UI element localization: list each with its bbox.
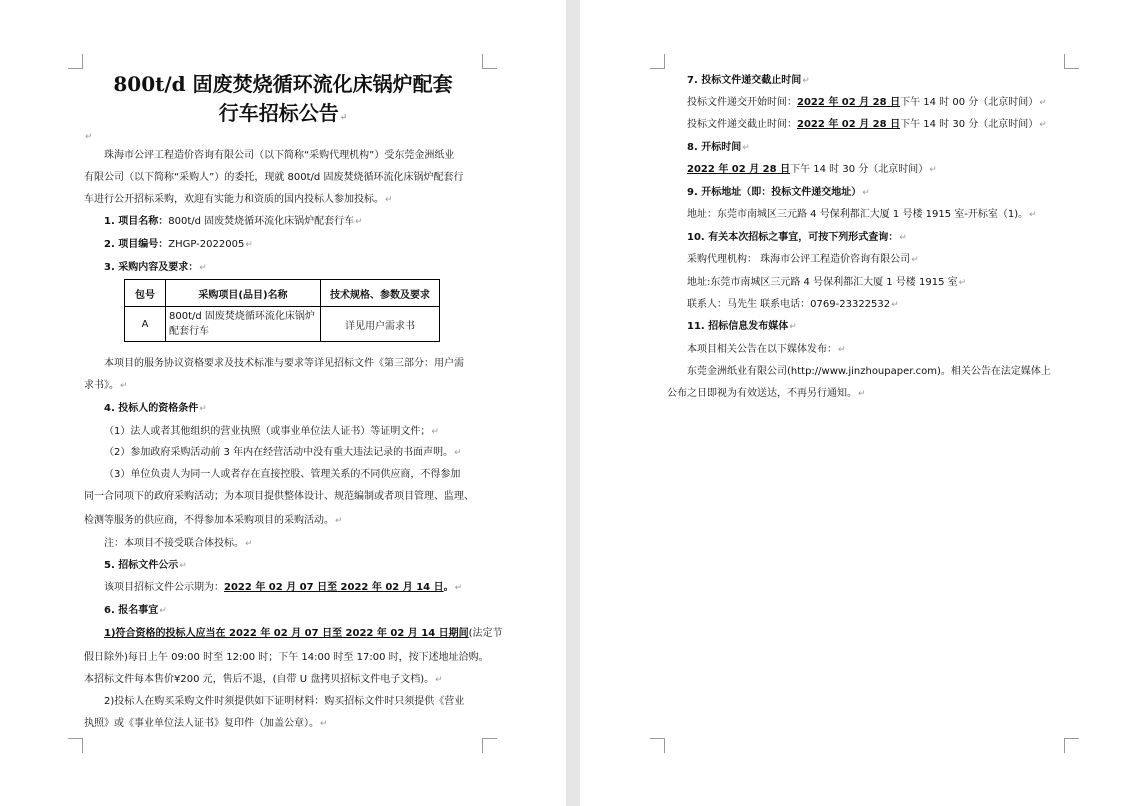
qualification-2: （2）参加政府采购活动前 3 年内在经营活动中没有重大违法记录的书面声明。↵ [104, 447, 462, 458]
submission-heading: 7. 投标文件递交截止时间↵ [687, 75, 810, 86]
service-note-line: 本项目的服务协议资格要求及技术标准与要求等详见招标文件《第三部分：用户需 [104, 358, 464, 369]
opening-address-heading: 9. 开标地址（即：投标文件递交地址）↵ [687, 187, 870, 198]
table-header-row [125, 280, 440, 307]
item-name-cell: 800t/d 固废焚烧循环流化床锅炉 配套行车 [166, 307, 321, 342]
intro-line: 有限公司（以下简称“采购人”）的委托，现就 800t/d 固废焚烧循环流化床锅炉配套行 [84, 172, 464, 183]
media-intro: 本项目相关公告在以下媒体发布：↵ [687, 344, 846, 355]
contact-line: 联系人：马先生 联系电话：0769-23322532↵ [687, 299, 899, 310]
qualification-1: （1）法人或者其他组织的营业执照（或事业单位法人证书）等证明文件；↵ [104, 426, 439, 437]
project-number: 2. 项目编号：ZHGP-2022005↵ [104, 239, 253, 250]
qualification-3-line: 同一合同项下的政府采购活动；为本项目提供整体设计、规范编制或者项目管理、监理、 [84, 491, 474, 502]
crop-mark [650, 738, 665, 753]
service-note-line: 求书》。↵ [84, 380, 128, 391]
submission-start: 投标文件递交开始时间：2022 年 02 月 28 日下午 14 时 00 分（北京时间）↵ [687, 97, 1047, 108]
procurement-heading: 3. 采购内容及要求：↵ [104, 262, 207, 273]
empty-paragraph: ↵ [85, 132, 93, 142]
intro-line: 车进行公开招标采购，欢迎有实能力和资质的国内投标人参加投标。↵ [84, 194, 393, 205]
project-name: 1. 项目名称：800t/d 固废焚烧循环流化床锅炉配套行车↵ [104, 216, 363, 227]
document-title-line-2: 行车招标公告↵ [218, 101, 348, 125]
document-page-2 [580, 0, 1147, 806]
crop-mark [482, 54, 497, 69]
table-header-cell: 技术规格、参数及要求 [321, 280, 440, 307]
registration-heading: 6. 报名事宜↵ [104, 605, 167, 616]
intro-line: 珠海市公评工程造价咨询有限公司（以下简称“采购代理机构”）受东莞金洲纸业 [104, 150, 455, 161]
crop-mark [482, 738, 497, 753]
qualification-3-line: 检测等服务的供应商，不得参加本采购项目的采购活动。↵ [84, 515, 343, 526]
opening-time-heading: 8. 开标时间↵ [687, 142, 750, 153]
crop-mark [1064, 738, 1079, 753]
procurement-table [124, 279, 440, 342]
registration-line: 1)符合资格的投标人应当在 2022 年 02 月 07 日至 2022 年 02 月 14 日期间(法定节 [104, 628, 503, 639]
opening-time: 2022 年 02 月 28 日下午 14 时 30 分（北京时间）↵ [687, 164, 937, 175]
crop-mark [650, 54, 665, 69]
media-line: 公布之日即视为有效送达，不再另行通知。↵ [667, 388, 866, 399]
media-heading: 11. 招标信息发布媒体↵ [687, 321, 797, 332]
table-header-cell: 采购项目(品目)名称 [166, 280, 321, 307]
submission-end: 投标文件递交截止时间：2022 年 02 月 28 日下午 14 时 30 分（北京时间）↵ [687, 119, 1047, 130]
qualification-heading: 4. 投标人的资格条件↵ [104, 403, 207, 414]
notice-heading: 5. 招标文件公示↵ [104, 560, 187, 571]
registration-line: 本招标文件每本售价¥200 元，售后不退，(自带 U 盘拷贝招标文件电子文档)。↵ [84, 674, 443, 685]
note-line: 注：本项目不接受联合体投标。↵ [104, 538, 253, 549]
qualification-3-line: （3）单位负责人为同一人或者存在直接控股、管理关系的不同供应商，不得参加 [104, 469, 461, 480]
agency-address: 地址:东莞市南城区三元路 4 号保利都汇大厦 1 号楼 1915 室↵ [687, 277, 967, 288]
package-cell: A [125, 307, 166, 342]
spec-cell: 详见用户需求书 [321, 307, 440, 342]
registration-line: 执照》或《事业单位法人证书》复印件（加盖公章）。↵ [84, 718, 328, 729]
agency-line: 采购代理机构： 珠海市公评工程造价咨询有限公司↵ [687, 254, 919, 265]
document-page-1 [0, 0, 566, 806]
table-row [125, 307, 440, 342]
registration-line: 2)投标人在购买采购文件时须提供如下证明材料：购买招标文件时只须提供《营业 [104, 696, 465, 707]
crop-mark [68, 54, 83, 69]
opening-address: 地址：东莞市南城区三元路 4 号保利都汇大厦 1 号楼 1915 室-开标室（1)。↵ [687, 209, 1037, 220]
registration-line: 假日除外)每日上午 09:00 时至 12:00 时；下午 14:00 时至 17:00 时，按下述地址洽购。 [84, 652, 489, 663]
table-header-cell: 包号 [125, 280, 166, 307]
media-line: 东莞金洲纸业有限公司(http://www.jinzhoupaper.com)。相关公告在法定媒体上 [687, 366, 1051, 377]
document-title-line-1: 800t/d 固废焚烧循环流化床锅炉配套 [113, 72, 453, 96]
notice-period-line: 该项目招标文件公示期为：2022 年 02 月 07 日至 2022 年 02 月 14 日。↵ [104, 582, 463, 593]
crop-mark [68, 738, 83, 753]
page-gap [566, 0, 580, 806]
crop-mark [1064, 54, 1079, 69]
inquiry-heading: 10. 有关本次招标之事宜，可按下列形式查询：↵ [687, 232, 907, 243]
